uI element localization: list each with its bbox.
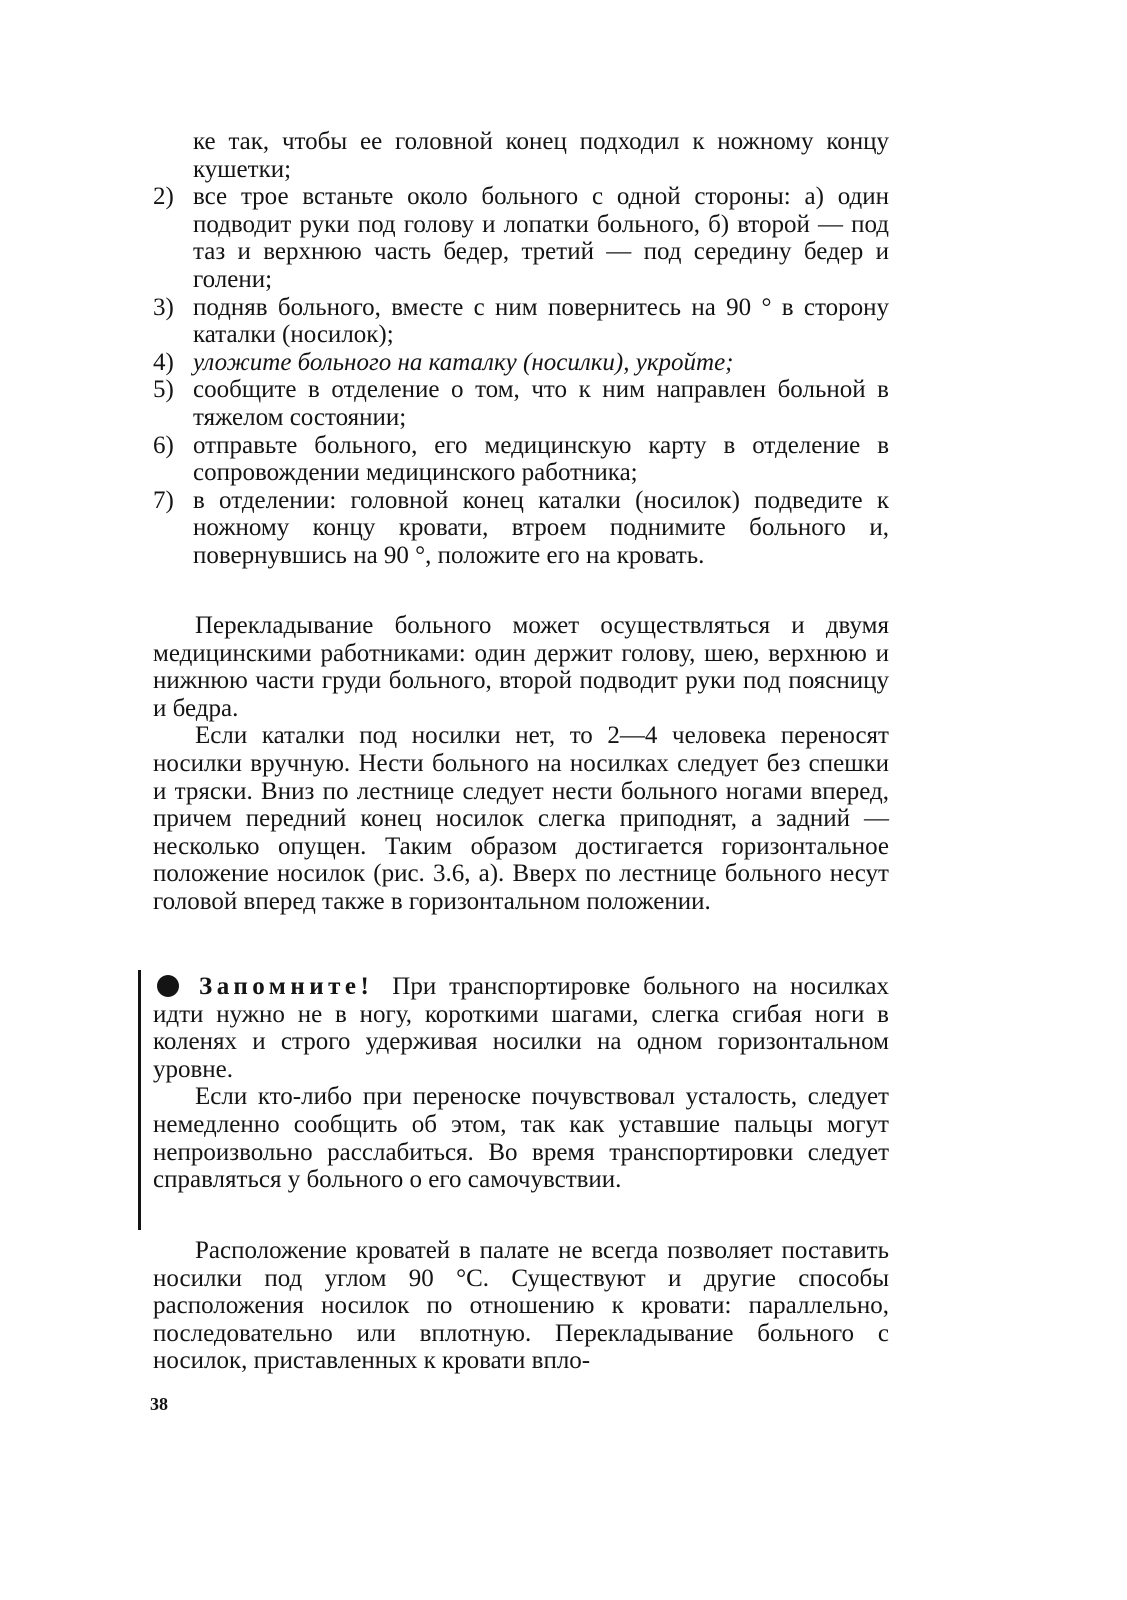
final-text (153, 1237, 889, 1375)
list-item-text: уложите больного на каталку (носилки), укройте; (193, 348, 734, 376)
list-item-number: 3) (153, 293, 174, 321)
list-item-text: подняв больного, вместе с ним повернитесь на 90 ° в сторону каталки (носилок); (193, 293, 889, 349)
note-side-bar (138, 970, 141, 1230)
note-box (153, 973, 889, 1194)
list-continuation: ке так, чтобы ее головной конец подходил к ножному концу кушетки; (193, 128, 889, 183)
list-item-text: сообщите в отделение о том, что к ним направлен больной в тяжелом состоянии; (193, 376, 889, 431)
paragraph: Если каталки под носилки нет, то 2—4 человека переносят носилки вручную. Нести больного на носилках следует без спешки и тряски. Вниз по лестнице следует нести больного ногами вперед, причем передний конец носилок слегка приподнят, а задний — несколько опущен. Таким образом достигается горизонтальное положение носилок (рис. 3.6, а). Вверх по лестнице больного несут головой вперед также в горизонтальном положении. (153, 722, 889, 915)
list-item-text: все трое встаньте около больного с одной стороны: а) один подводит руки под голову и лопатки больного, б) второй — под таз и верхнюю часть бедер, третий — под середину бедер и голени; (193, 183, 889, 293)
list-item-text: отправьте больного, его медицинскую карту в отделение в сопровождении медицинского работника; (193, 431, 889, 487)
paragraph: Перекладывание больного может осуществляться и двумя медицинскими работниками: один держит голову, шею, верхнюю и нижнюю части груди больного, второй подводит руки под поясницу и бедра. (153, 612, 889, 722)
list-item-number: 2) (153, 183, 174, 211)
list-item (153, 183, 889, 293)
paragraph: Расположение кроватей в палате не всегда позволяет поставить носилки под углом 90 °С. Существуют и другие способы расположения носилок по отношению к кровати: параллельно, последовательно или вплотную. Перекладывание больного с носилок, приставленных к кровати впло- (153, 1237, 889, 1375)
list-item (153, 349, 889, 377)
note-text: При транспортировке больного на носилках идти нужно не в ногу, короткими шагами, слегка сгибая ноги в коленях и строго удерживая носилки на одном горизонтальном уровне. (153, 973, 889, 1083)
bullet-icon (157, 975, 179, 997)
list-item-number: 5) (153, 376, 174, 404)
note-text-2: Если кто-либо при переноске почувствовал усталость, следует немедленно сообщить об этом, так как уставшие пальцы могут непроизвольно расслабиться. Во время транспортировки следует справляться у больного о его самочувствии. (153, 1083, 889, 1194)
list-item (153, 294, 889, 349)
list-item-number: 7) (153, 486, 174, 514)
list-item-number: 4) (153, 348, 174, 376)
list-item (153, 376, 889, 431)
numbered-list (153, 128, 889, 570)
note-label: Запомните! (199, 973, 374, 1000)
list-item (153, 432, 889, 487)
page-number: 38 (150, 1394, 168, 1414)
list-item (153, 487, 889, 570)
list-item-text: в отделении: головной конец каталки (носилок) подведите к ножному концу кровати, втроем поднимите больного и, повернувшись на 90 °, положите его на кровать. (193, 486, 889, 569)
body-text (153, 612, 889, 916)
list-item-number: 6) (153, 431, 174, 459)
